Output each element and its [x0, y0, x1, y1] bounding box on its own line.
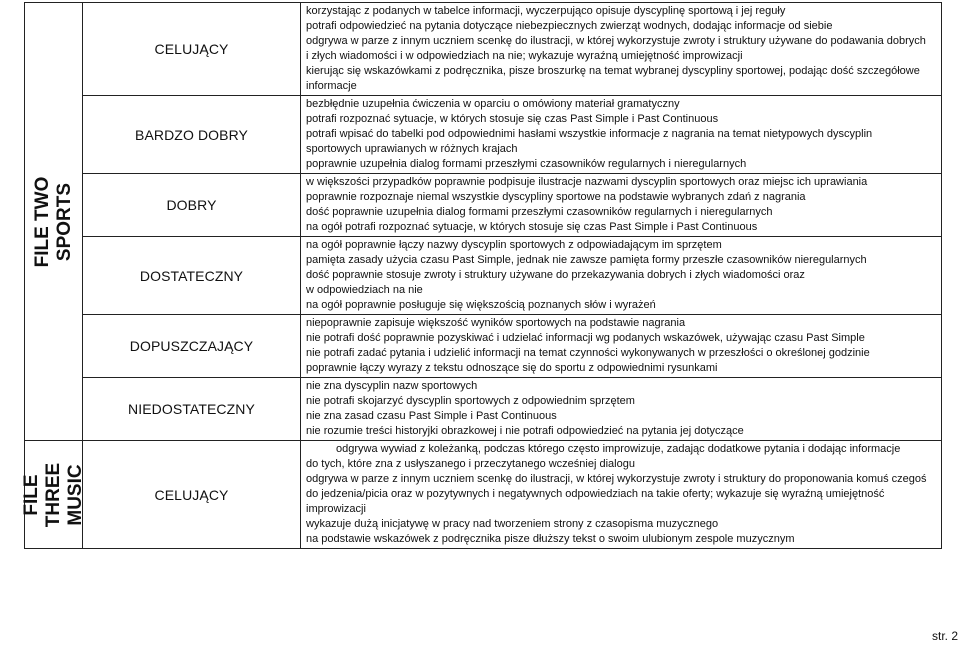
criteria-dobry	[301, 174, 942, 237]
criteria-line: dość poprawnie uzupełnia dialog formami przeszłymi czasowników regularnych i nieregularnych	[306, 206, 773, 218]
grade-niedostateczny: NIEDOSTATECZNY	[83, 378, 301, 441]
criteria-line: sportowych uprawianych w różnych krajach	[306, 143, 518, 155]
criteria-line: na ogół poprawnie łączy nazwy dyscyplin sportowych z odpowiadającym im sprzętem	[306, 239, 722, 251]
criteria-celujacy	[301, 3, 942, 96]
criteria-line: na ogół poprawnie posługuje się większością poznanych słów i wyrażeń	[306, 299, 656, 311]
grade-celujacy-music: CELUJĄCY	[83, 441, 301, 549]
file-label-line: THREE	[42, 462, 64, 527]
page-number: str. 2	[931, 629, 958, 643]
criteria-line: do jedzenia/picia oraz w pozytywnych i negatywnych odpowiedziach na takie oferty; wykazuje się wyraźną umiejętność	[306, 488, 885, 500]
criteria-line: i złych wiadomości i w odpowiedziach na nie; wykazuje wyraźną umiejętność improwizacji	[306, 50, 743, 62]
criteria-line: na podstawie wskazówek z podręcznika pisze dłuższy tekst o swoim ulubionym zespole muzycznym	[306, 533, 795, 545]
criteria-line: dość poprawnie stosuje zwroty i struktury używane do przekazywania dobrych i złych wiadomości oraz	[306, 269, 805, 281]
criteria-line: nie potrafi dość poprawnie pozyskiwać i udzielać informacji wg podanych wskazówek, używając czasu Past Simple	[306, 332, 865, 344]
row-file-two-niedostateczny	[25, 378, 942, 441]
grade-dobry: DOBRY	[83, 174, 301, 237]
criteria-line: odgrywa wywiad z koleżanką, podczas którego często improwizuje, zadając dodatkowe pytania i dodając informacje	[336, 443, 901, 455]
criteria-line: wykazuje dużą inicjatywę w pracy nad tworzeniem strony z czasopisma muzycznego	[306, 518, 719, 530]
criteria-dopuszczajacy	[301, 315, 942, 378]
file-label-line: MUSIC	[64, 463, 86, 526]
criteria-bardzo-dobry	[301, 96, 942, 174]
criteria-line: potrafi wpisać do tabelki pod odpowiednimi hasłami wszystkie informacje z nagrania na temat nietypowych dyscyplin	[306, 128, 873, 140]
row-file-two-dostateczny	[25, 237, 942, 315]
criteria-line: nie zna zasad czasu Past Simple i Past Continuous	[306, 410, 557, 422]
criteria-line: nie zna dyscyplin nazw sportowych	[306, 380, 478, 392]
criteria-line: korzystając z podanych w tabelce informacji, wyczerpująco opisuje dyscyplinę sportową i jej reguły	[306, 5, 786, 17]
criteria-line: informacje	[306, 80, 357, 92]
criteria-line: poprawnie rozpoznaje niemal wszystkie dyscypliny sportowe na podstawie wybranych zdań z nagrania	[306, 191, 806, 203]
criteria-line: odgrywa w parze z innym uczniem scenkę do ilustracji, w której wykorzystuje zwroty i struktury do proponowania komuś czegoś	[306, 473, 927, 485]
file-label-line: FILE TWO	[31, 176, 53, 267]
file-three-label-cell	[20, 441, 86, 549]
grade-dopuszczajacy: DOPUSZCZAJĄCY	[83, 315, 301, 378]
criteria-celujacy-music	[301, 441, 942, 549]
grade-celujacy: CELUJĄCY	[83, 3, 301, 96]
file-label-line: FILE	[20, 473, 42, 516]
criteria-line: poprawnie uzupełnia dialog formami przeszłymi czasowników regularnych i nieregularnych	[306, 158, 747, 170]
criteria-line: niepoprawnie zapisuje większość wyników sportowych na podstawie nagrania	[306, 317, 686, 329]
row-file-two-celujacy	[25, 3, 942, 96]
criteria-line: potrafi rozpoznać sytuacje, w których stosuje się czas Past Simple i Past Continuous	[306, 113, 719, 125]
file-two-label-cell	[25, 3, 83, 441]
criteria-line: w większości przypadków poprawnie podpisuje ilustracje nazwami dyscyplin sportowych oraz miejsc ich uprawiania	[306, 176, 868, 188]
grading-criteria-table	[20, 2, 942, 549]
criteria-niedostateczny	[301, 378, 942, 441]
criteria-line: nie potrafi skojarzyć dyscyplin sportowych z odpowiednim sprzętem	[306, 395, 635, 407]
criteria-line: nie potrafi zadać pytania i udzielić informacji na temat czynności wykonywanych w przeszłości o określonej godzinie	[306, 347, 870, 359]
criteria-line: odgrywa w parze z innym uczniem scenkę do ilustracji, w której wykorzystuje zwroty i struktury używane do podawania dobrych	[306, 35, 926, 47]
criteria-line: w odpowiedziach na nie	[306, 284, 423, 296]
row-file-three-celujacy	[25, 441, 942, 549]
grade-dostateczny: DOSTATECZNY	[83, 237, 301, 315]
criteria-line: na ogół potrafi rozpoznać sytuacje, w których stosuje się czas Past Simple i Past Continuous	[306, 221, 758, 233]
criteria-line: poprawnie łączy wyrazy z tekstu odnoszące się do sportu z odpowiednimi rysunkami	[306, 362, 718, 374]
criteria-line: kierując się wskazówkami z podręcznika, pisze broszurkę na temat wybranej dyscypliny sportowej, podając dość szczegółowe	[306, 65, 920, 77]
file-two-label	[32, 176, 76, 267]
criteria-line: pamięta zasady użycia czasu Past Simple, jednak nie zawsze pamięta formy przeszłe czasowników nieregularnych	[306, 254, 867, 266]
criteria-line: improwizacji	[306, 503, 366, 515]
file-three-label	[21, 462, 87, 526]
criteria-line: bezbłędnie uzupełnia ćwiczenia w oparciu o omówiony materiał gramatyczny	[306, 98, 680, 110]
criteria-line: potrafi odpowiedzieć na pytania dotyczące niebezpiecznych zwierząt wodnych, dodając informacje od siebie	[306, 20, 833, 32]
criteria-dostateczny	[301, 237, 942, 315]
criteria-line: do tych, które zna z usłyszanego i przeczytanego wcześniej dialogu	[306, 458, 635, 470]
row-file-two-bardzo-dobry	[25, 96, 942, 174]
grade-bardzo-dobry: BARDZO DOBRY	[83, 96, 301, 174]
criteria-line: nie rozumie treści historyjki obrazkowej i nie potrafi odpowiedzieć na pytania jej dotyczące	[306, 425, 744, 437]
row-file-two-dopuszczajacy	[25, 315, 942, 378]
row-file-two-dobry	[25, 174, 942, 237]
file-label-line: SPORTS	[53, 182, 75, 261]
